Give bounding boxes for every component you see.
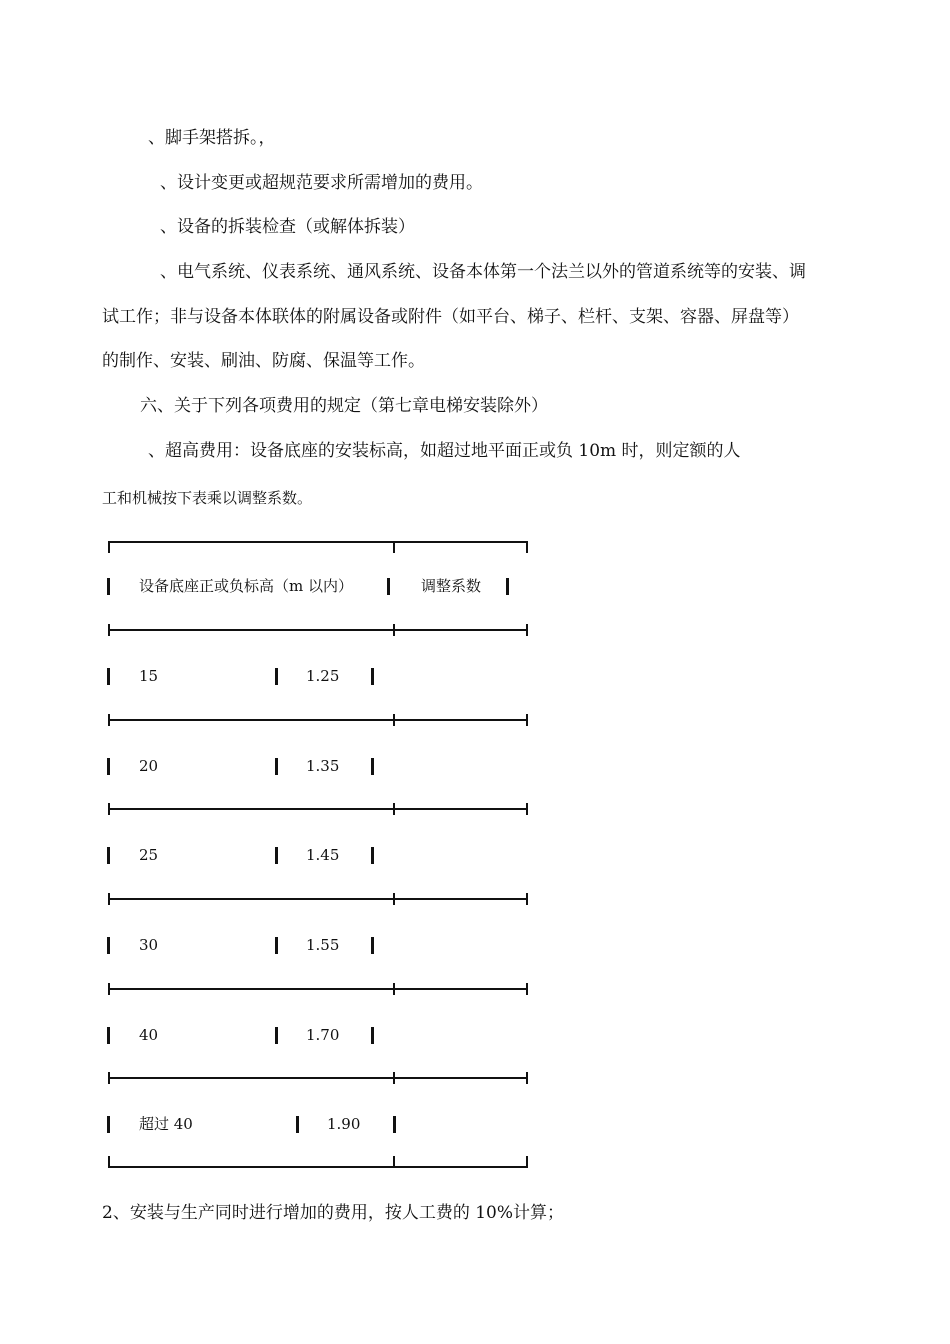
table-tick — [393, 893, 395, 905]
table-tick — [108, 541, 110, 553]
paragraph-systems-line2: 试工作；非与设备本体联体的附属设备或附件（如平台、梯子、栏杆、支架、容器、屏盘等） — [102, 307, 799, 327]
table-bar — [275, 847, 278, 864]
table-tick — [393, 714, 395, 726]
table-tick — [526, 1156, 528, 1168]
table-tick — [393, 983, 395, 995]
row-factor-value: 1.25 — [306, 667, 340, 685]
table-bar — [107, 758, 110, 775]
table-bar — [275, 758, 278, 775]
table-bar — [107, 937, 110, 954]
header-factor-label: 调整系数 — [421, 577, 482, 595]
row-height-value: 30 — [139, 936, 159, 954]
row-height-value: 超过 40 — [139, 1115, 193, 1133]
table-tick — [526, 983, 528, 995]
table-tick — [108, 1156, 110, 1168]
row-factor-value: 1.90 — [327, 1115, 361, 1133]
table-rule — [108, 719, 528, 721]
paragraph-concurrent-production: 2、安装与生产同时进行增加的费用，按人工费的 10%计算； — [102, 1203, 565, 1223]
table-tick — [108, 983, 110, 995]
table-bar — [296, 1116, 299, 1133]
paragraph-design-change: 、设计变更或超规范要求所需增加的费用。 — [160, 173, 483, 193]
table-tick — [526, 714, 528, 726]
row-factor-value: 1.70 — [306, 1026, 340, 1044]
table-bar — [107, 578, 110, 595]
table-tick — [393, 624, 395, 636]
table-rule — [108, 541, 528, 543]
table-tick — [393, 803, 395, 815]
paragraph-systems-line1: 、电气系统、仪表系统、通风系统、设备本体第一个法兰以外的管道系统等的安装、调 — [160, 262, 806, 282]
row-height-value: 40 — [139, 1026, 159, 1044]
table-bar — [107, 668, 110, 685]
table-tick — [526, 803, 528, 815]
section-heading-six: 六、关于下列各项费用的规定（第七章电梯安装除外） — [140, 396, 548, 416]
table-bar — [107, 1027, 110, 1044]
table-bar — [371, 758, 374, 775]
table-tick — [526, 541, 528, 553]
table-bar — [275, 668, 278, 685]
row-height-value: 15 — [139, 667, 159, 685]
paragraph-overheight-line1: 、超高费用：设备底座的安装标高，如超过地平面正或负 10m 时，则定额的人 — [148, 441, 741, 461]
table-rule — [108, 898, 528, 900]
table-tick — [108, 624, 110, 636]
table-tick — [393, 1156, 395, 1168]
paragraph-equipment-inspection: 、设备的拆装检查（或解体拆装） — [160, 217, 415, 237]
table-bar — [275, 937, 278, 954]
table-bar — [275, 1027, 278, 1044]
row-height-value: 25 — [139, 846, 159, 864]
table-bar — [371, 937, 374, 954]
header-height-label: 设备底座正或负标高（m 以内） — [139, 577, 353, 595]
table-tick — [526, 624, 528, 636]
table-tick — [108, 1072, 110, 1084]
table-bar — [371, 668, 374, 685]
table-rule — [108, 1077, 528, 1079]
table-bar — [371, 1027, 374, 1044]
paragraph-scaffold: 、脚手架搭拆。， — [148, 128, 276, 148]
paragraph-overheight-line2: 工和机械按下表乘以调整系数。 — [102, 489, 313, 507]
table-rule — [108, 988, 528, 990]
table-tick — [108, 893, 110, 905]
table-bar — [107, 847, 110, 864]
table-tick — [108, 714, 110, 726]
row-factor-value: 1.55 — [306, 936, 340, 954]
table-tick — [393, 1072, 395, 1084]
row-factor-value: 1.35 — [306, 757, 340, 775]
table-rule — [108, 808, 528, 810]
table-tick — [526, 1072, 528, 1084]
table-tick — [393, 541, 395, 553]
table-rule — [108, 1166, 528, 1168]
table-bar — [393, 1116, 396, 1133]
paragraph-systems-line3: 的制作、安装、刷油、防腐、保温等工作。 — [102, 351, 425, 371]
table-bar — [506, 578, 509, 595]
row-height-value: 20 — [139, 757, 159, 775]
table-bar — [371, 847, 374, 864]
table-rule — [108, 629, 528, 631]
table-bar — [387, 578, 390, 595]
table-tick — [526, 893, 528, 905]
table-tick — [108, 803, 110, 815]
row-factor-value: 1.45 — [306, 846, 340, 864]
table-bar — [107, 1116, 110, 1133]
